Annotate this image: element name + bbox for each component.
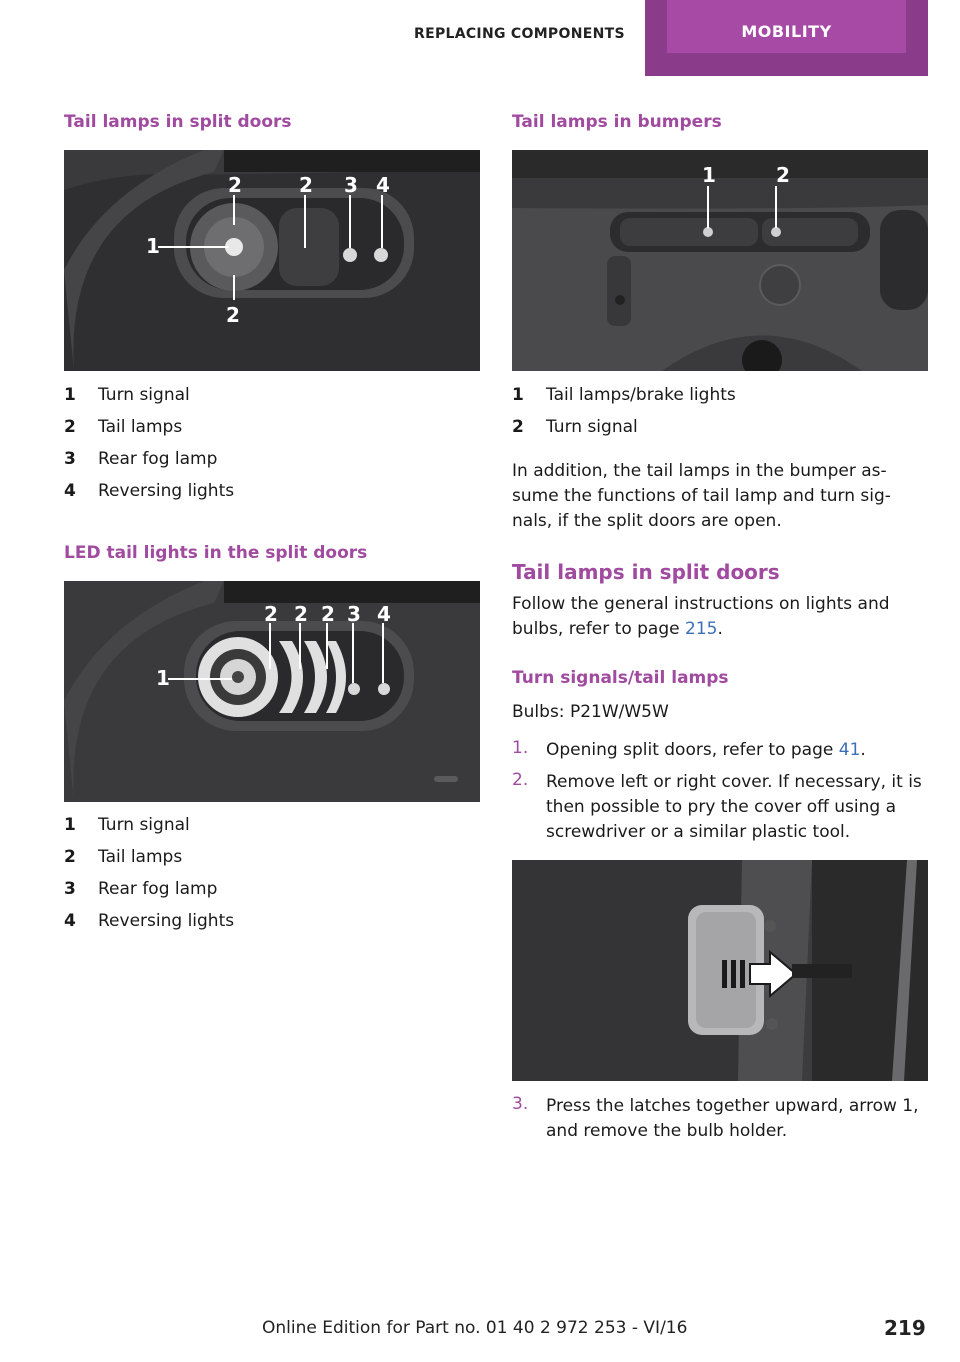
heading-tail-lamps-split-doors: Tail lamps in split doors [64,112,292,132]
fig3-label-2: 2 [776,163,790,187]
step-3-text: Press the latches together upward, arrow 1, and remove the bulb holder. [546,1096,919,1141]
section-title: REPLACING COMPONENTS [414,26,625,42]
fig2-label-2b: 2 [294,602,308,626]
step-2-text: Remove left or right cover. If necessary, it is then possible to pry the cover off using a screwdriver or a similar plastic tool. [546,772,922,842]
fig1-label-1: 1 [146,234,160,258]
general-instructions: Follow the general instructions on lights and bulbs, refer to page 215. [512,594,890,639]
fig1-label-2c: 2 [226,303,240,327]
fig1-label-4: 4 [376,173,390,197]
figure-tail-lamps-bumper [512,150,928,371]
heading-turn-signals-tail-lamps: Turn signals/tail lamps [512,668,729,688]
fig1-label-3: 3 [344,173,358,197]
step-1-text: Opening split doors, refer to page 41. [546,740,866,760]
page-link-215[interactable]: 215 [685,619,718,639]
chapter-tab[interactable]: MOBILITY [667,0,906,53]
figure-tail-lamp-split-door [64,150,480,371]
bumper-paragraph: In addition, the tail lamps in the bumper as- sume the functions of tail lamp and turn sig- nals, if the split doors are open. [512,461,891,531]
fig2-label-1: 1 [156,666,170,690]
step-number: 3. [512,1094,529,1114]
step-number: 2. [512,770,529,790]
page-number: 219 [884,1316,926,1340]
fig2-label-3: 3 [347,602,361,626]
fig2-label-4: 4 [377,602,391,626]
fig1-label-2a: 2 [228,173,242,197]
fig2-label-2a: 2 [264,602,278,626]
fig3-label-1: 1 [702,163,716,187]
heading-tail-lamps-split-doors-2: Tail lamps in split doors [512,560,780,584]
figure-cover-removal [512,860,928,1081]
fig2-label-2c: 2 [321,602,335,626]
heading-tail-lamps-bumpers: Tail lamps in bumpers [512,112,722,132]
page-link-41[interactable]: 41 [838,740,861,760]
step-number: 1. [512,738,529,758]
fig1-label-2b: 2 [299,173,313,197]
heading-led-tail-lights: LED tail lights in the split doors [64,543,368,563]
bulbs-spec: Bulbs: P21W/W5W [512,702,669,722]
figure-led-tail-lights [64,581,480,802]
footer-edition: Online Edition for Part no. 01 40 2 972 253 - VI/16 [262,1318,688,1338]
